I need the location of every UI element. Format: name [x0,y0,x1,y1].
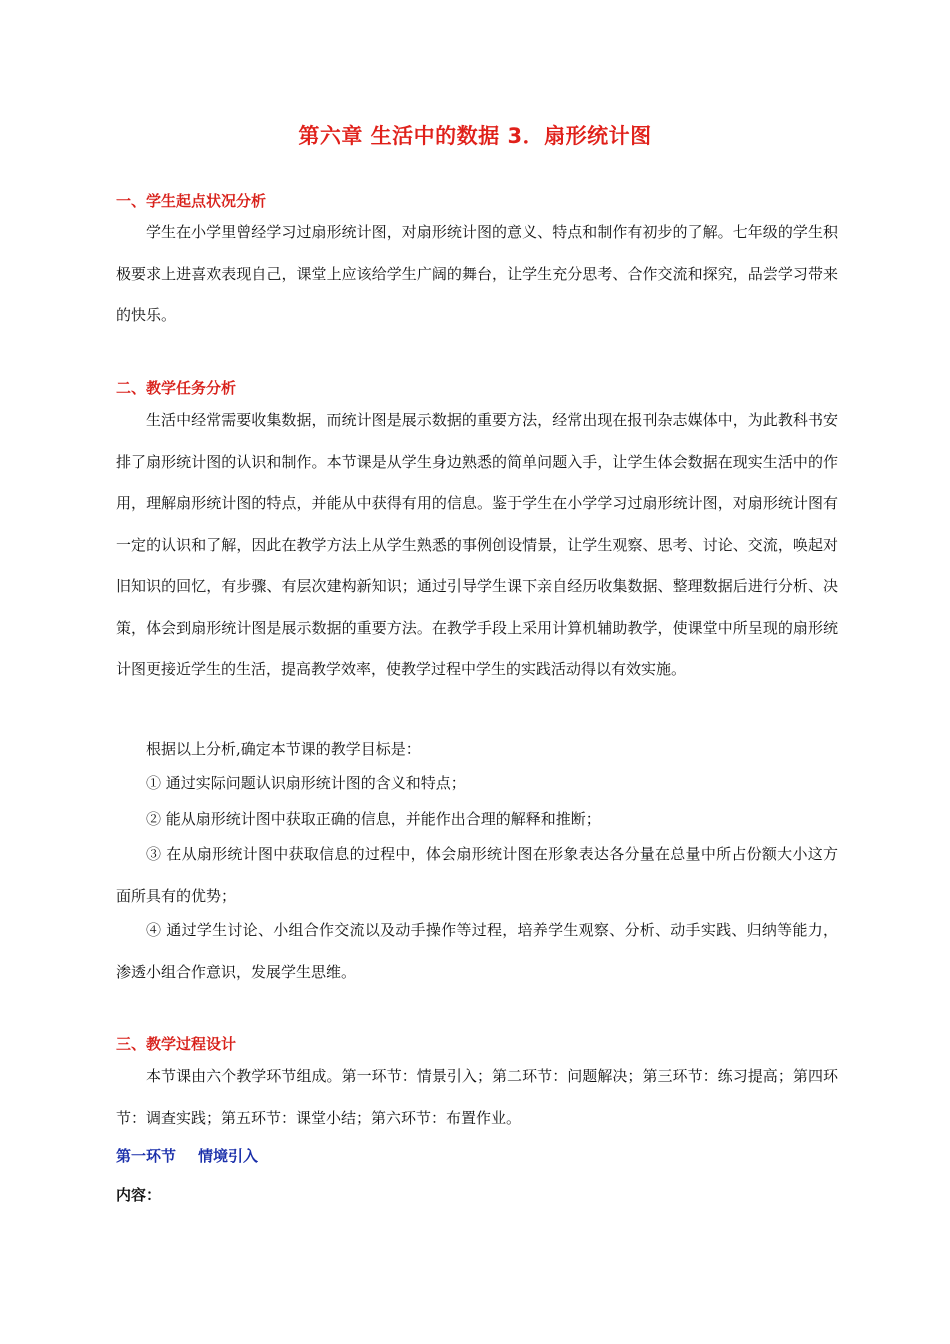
step-title: 情境引入 [198,1147,259,1165]
goal-item-3: ③ 在从扇形统计图中获取信息的过程中，体会扇形统计图在形象表达各分量在总量中所占份额大小这方面所具有的优势； [116,845,838,905]
paragraph-student-analysis: 学生在小学里曾经学习过扇形统计图，对扇形统计图的意义、特点和制作有初步的了解。七年级的学生积极要求上进喜欢表现自己，课堂上应该给学生广阔的舞台，让学生充分思考、合作交流和探究，品尝学习带来的快乐。 [116,223,838,324]
section-heading-process-design: 三、教学过程设计 [116,1035,237,1053]
step-label: 第一环节 [116,1147,177,1165]
step-heading [116,1145,258,1166]
page-title: 第六章 生活中的数据 3．扇形统计图 [298,124,652,148]
paragraph-task-analysis: 生活中经常需要收集数据，而统计图是展示数据的重要方法，经常出现在报刊杂志媒体中，为此教科书安排了扇形统计图的认识和制作。本节课是从学生身边熟悉的简单问题入手，让学生体会数据在现实生活中的作用，理解扇形统计图的特点，并能从中获得有用的信息。鉴于学生在小学学习过扇形统计图，对扇形统计图有一定的认识和了解，因此在教学方法上从学生熟悉的事例创设情景，让学生观察、思考、讨论、交流，唤起对旧知识的回忆，有步骤、有层次建构新知识；通过引导学生课下亲自经历收集数据、整理数据后进行分析、决策，体会到扇形统计图是展示数据的重要方法。在教学手段上采用计算机辅助教学，使课堂中所呈现的扇形统计图更接近学生的生活，提高教学效率，使教学过程中学生的实践活动得以有效实施。 [116,411,838,678]
goal-item-1: ① 通过实际问题认识扇形统计图的含义和特点； [146,774,466,792]
goals-intro: 根据以上分析,确定本节课的教学目标是： [146,740,421,758]
goal-item-2: ② 能从扇形统计图中获取正确的信息，并能作出合理的解释和推断； [146,810,601,828]
content-label: 内容： [116,1186,162,1204]
section-heading-task-analysis: 二、教学任务分析 [116,379,237,397]
section-heading-student-analysis: 一、学生起点状况分析 [116,192,267,210]
paragraph-process-design: 本节课由六个教学环节组成。第一环节：情景引入；第二环节：问题解决；第三环节：练习提高；第四环节：调查实践；第五环节：课堂小结；第六环节：布置作业。 [116,1067,838,1127]
goal-item-4: ④ 通过学生讨论、小组合作交流以及动手操作等过程，培养学生观察、分析、动手实践、归纳等能力，渗透小组合作意识，发展学生思维。 [116,921,838,981]
